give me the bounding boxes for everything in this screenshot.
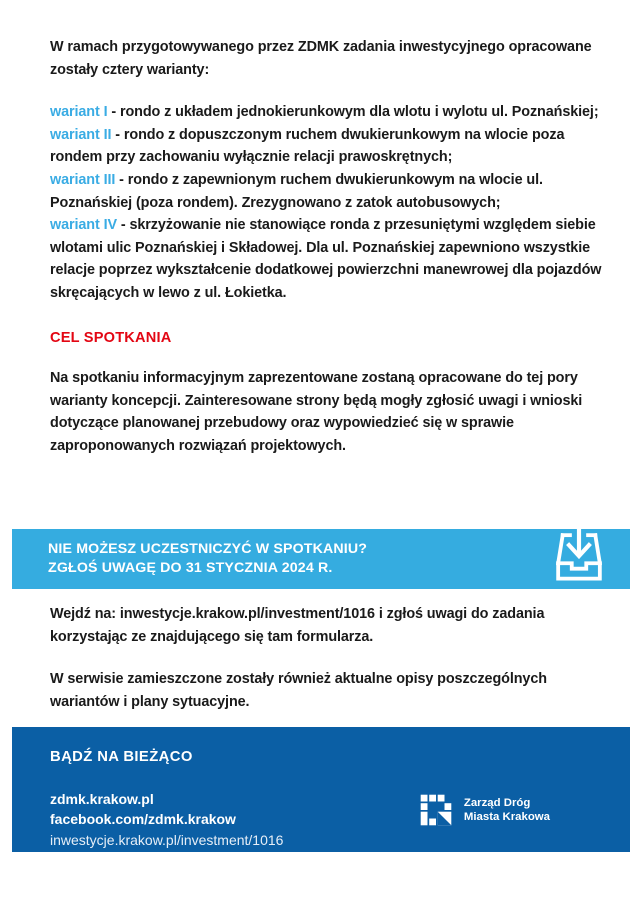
variant-description: - rondo z dopuszczonym ruchem dwukierunkowym na wlocie poza rondem przy zachowaniu wyłącznie relacji prawoskrętnych;	[50, 126, 565, 166]
info-paragraph-secondary: W serwisie zamieszczone zostały również aktualne opisy poszczególnych wariantów i plany sytuacyjne.	[50, 671, 547, 710]
variant-item	[50, 169, 610, 214]
footer-banner	[12, 727, 630, 852]
zdmk-logo-text	[464, 796, 550, 824]
cta-banner-text	[48, 540, 367, 579]
info-paragraph-link	[50, 603, 610, 648]
variant-description: - rondo z układem jednokierunkowym dla wlotu i wylotu ul. Poznańskiej;	[107, 104, 599, 121]
zdmk-logo	[419, 793, 550, 827]
variant-label: wariant II	[50, 126, 112, 143]
zdmk-logo-mark	[419, 793, 453, 827]
variant-label: wariant I	[50, 104, 108, 121]
variant-item	[50, 214, 610, 304]
cta-banner-line2: ZGŁOŚ UWAGĘ DO 31 STYCZNIA 2024 R.	[48, 560, 333, 576]
footer-body	[50, 789, 602, 851]
info-block	[50, 603, 610, 713]
investment-url[interactable]: inwestycje.krakow.pl/investment/1016	[119, 606, 375, 622]
zdmk-logo-line2: Miasta Krakowa	[463, 810, 550, 823]
section-heading-cel-spotkania: CEL SPOTKANIA	[50, 329, 172, 346]
info-prefix: Wejdź na:	[50, 606, 120, 622]
intro-paragraph: W ramach przygotowywanego przez ZDMK zadania inwestycyjnego opracowane zostały cztery warianty:	[50, 39, 592, 78]
variant-label: wariant IV	[50, 217, 117, 234]
variant-item	[50, 101, 610, 124]
cta-banner	[12, 529, 630, 589]
variant-description: - skrzyżowanie nie stanowiące ronda z przesuniętymi względem siebie wlotami ulic Poznańskiej i Składowej. Dla ul. Poznańskiej zapewniono wszystkie relacje poprzez wykształcenie dodatkowej powierzchni manewrowej dla pojazdów skręcających w lewo z ul. Łokietka.	[50, 217, 602, 301]
variant-label: wariant III	[50, 171, 116, 188]
footer-link-inwestycje[interactable]: inwestycje.krakow.pl/investment/1016	[50, 831, 284, 848]
cta-banner-line1: NIE MOŻESZ UCZESTNICZYĆ W SPOTKANIU?	[48, 540, 368, 557]
variant-list	[50, 101, 610, 304]
footer-link-zdmk[interactable]: zdmk.krakow.pl	[50, 790, 154, 807]
main-content	[50, 36, 610, 458]
footer-link-facebook[interactable]: facebook.com/zdmk.krakow	[50, 811, 236, 828]
footer-title: BĄDŹ NA BIEŻĄCO	[50, 749, 193, 765]
meeting-goal-paragraph: Na spotkaniu informacyjnym zaprezentowane zostaną opracowane do tej pory warianty koncepcji. Zainteresowane strony będą mogły zgłosić uwagi i wnioski dotyczące planowanej przebudowy oraz wypowiedzieć się w sprawie zaproponowanych rozwiązań projektowych.	[50, 370, 583, 454]
variant-item	[50, 124, 610, 169]
variant-description: - rondo z zapewnionym ruchem dwukierunkowym na wlocie ul. Poznańskiej (poza rondem). Zrezygnowano z zatok autobusowych;	[50, 171, 543, 211]
spacer	[50, 648, 610, 668]
zdmk-logo-line1: Zarząd Dróg	[463, 796, 531, 809]
info-suffix: i zgłoś uwagi do zadania korzystając ze znajdującego się tam formularza.	[50, 606, 545, 645]
footer-link-list	[50, 789, 283, 851]
inbox-download-icon	[550, 527, 608, 585]
